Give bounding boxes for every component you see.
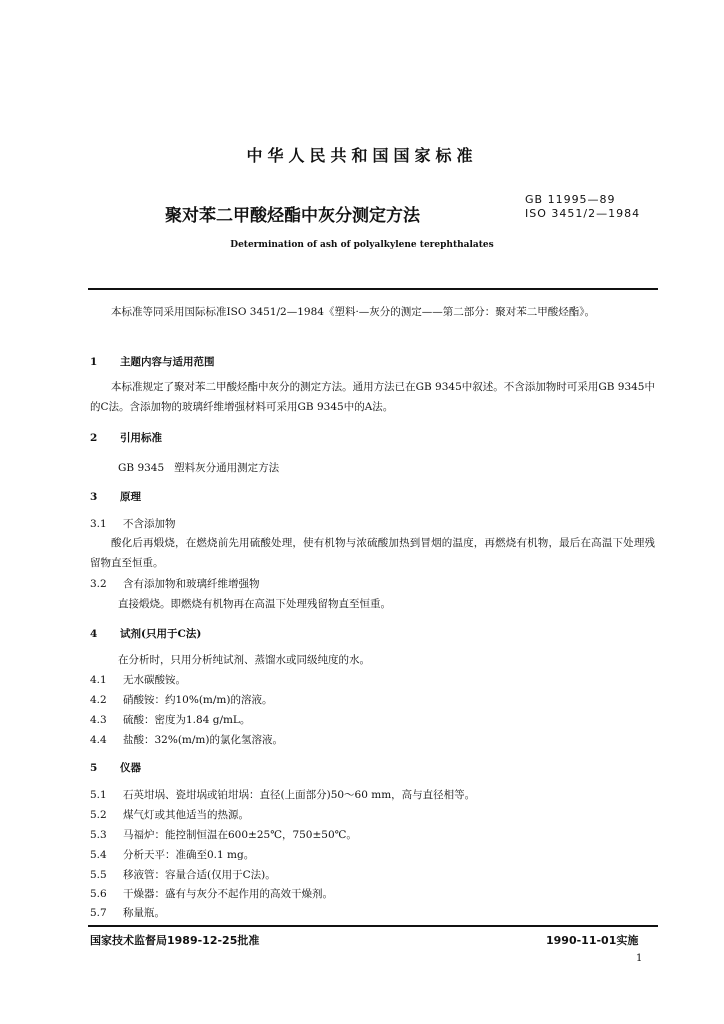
section-number: 2 — [90, 432, 98, 444]
section-title: 主题内容与适用范围 — [120, 356, 215, 368]
item-number: 5.3 — [90, 829, 107, 841]
reference-standard: GB 9345 塑料灰分通用测定方法 — [118, 462, 280, 474]
item-text: 无水碳酸铵。 — [123, 674, 186, 686]
intro-paragraph: 本标准等同采用国际标准ISO 3451/2—1984《塑料·—灰分的测定——第二部分：聚对苯二甲酸烃酯》。 — [111, 306, 596, 318]
gb-code: GB 11995—89 — [525, 193, 616, 206]
item-number: 4.3 — [90, 714, 107, 726]
item-number: 5.4 — [90, 849, 107, 861]
item-number: 5.5 — [90, 869, 107, 881]
section-3-heading — [90, 489, 141, 504]
list-item — [90, 732, 283, 747]
item-number: 4.1 — [90, 674, 107, 686]
subsection-3-2-body: 直接煅烧。即燃烧有机物再在高温下处理残留物直至恒重。 — [118, 598, 391, 610]
item-text: 干燥器：盛有与灰分不起作用的高效干燥剂。 — [123, 888, 333, 900]
section-number: 4 — [90, 628, 98, 640]
list-item — [90, 867, 276, 882]
list-item — [90, 807, 249, 822]
section-title: 引用标准 — [120, 432, 162, 444]
section-title: 原理 — [120, 491, 141, 503]
standard-title: 中华人民共和国国家标准 — [246, 146, 478, 165]
approval-date: 国家技术监督局1989-12-25批准 — [90, 934, 260, 947]
section-4-body: 在分析时，只用分析纯试剂、蒸馏水或同级纯度的水。 — [118, 654, 370, 666]
section-5-heading — [90, 760, 141, 775]
section-title: 仪器 — [120, 762, 141, 774]
item-number: 5.1 — [90, 789, 107, 801]
item-text: 移液管：容量合适(仅用于C法)。 — [123, 869, 276, 881]
item-text: 硫酸：密度为1.84 g/mL。 — [123, 714, 251, 726]
item-number: 5.6 — [90, 888, 107, 900]
item-text: 硝酸铵：约10%(m/m)的溶液。 — [123, 694, 273, 706]
section-1-body: 本标准规定了聚对苯二甲酸烃酯中灰分的测定方法。通用方法已在GB 9345中叙述。不含添加物时可采用GB 9345中的C法。含添加物的玻璃纤维增强材料可采用GB 9345中的A法。 — [90, 381, 655, 413]
list-item — [90, 827, 357, 842]
item-text: 分析天平：准确至0.1 mg。 — [123, 849, 255, 861]
item-text: 称量瓶。 — [123, 907, 165, 919]
section-number: 3 — [90, 491, 98, 503]
item-number: 4.4 — [90, 734, 107, 746]
item-number: 5.2 — [90, 809, 107, 821]
effective-date: 1990-11-01实施 — [546, 934, 639, 947]
item-number: 5.7 — [90, 907, 107, 919]
item-number: 4.2 — [90, 694, 107, 706]
footer-divider — [88, 925, 658, 927]
list-item — [90, 692, 272, 707]
subsection-number: 3.1 — [90, 518, 107, 530]
subsection-title: 含有添加物和玻璃纤维增强物 — [123, 578, 260, 590]
subsection-3-2-heading — [90, 576, 260, 591]
item-text: 煤气灯或其他适当的热源。 — [123, 809, 249, 821]
header-divider — [88, 288, 658, 290]
list-item — [90, 847, 254, 862]
section-number: 1 — [90, 356, 98, 368]
iso-code: ISO 3451/2—1984 — [525, 207, 641, 220]
item-text: 石英坩埚、瓷坩埚或铂坩埚：直径(上面部分)50～60 mm，高与直径相等。 — [123, 789, 476, 801]
list-item — [90, 712, 250, 727]
subsection-3-1-heading — [90, 516, 176, 531]
section-title: 试剂(只用于C法) — [120, 628, 202, 640]
item-text: 盐酸：32%(m/m)的氯化氢溶液。 — [123, 734, 283, 746]
english-title: Determination of ash of polyalkylene terephthalates — [230, 240, 494, 250]
section-1-heading — [90, 354, 215, 369]
list-item — [90, 787, 475, 802]
list-item — [90, 672, 186, 687]
page-number: 1 — [636, 953, 643, 964]
subsection-3-1-body: 酸化后再煅烧，在燃烧前先用硫酸处理，使有机物与浓硫酸加热到冒烟的温度，再燃烧有机物，最后在高温下处理残留物直至恒重。 — [90, 537, 655, 569]
document-title: 聚对苯二甲酸烃酯中灰分测定方法 — [165, 206, 420, 226]
subsection-title: 不含添加物 — [123, 518, 176, 530]
list-item — [90, 886, 333, 901]
item-text: 马福炉：能控制恒温在600±25℃，750±50℃。 — [123, 829, 357, 841]
list-item — [90, 905, 165, 920]
subsection-number: 3.2 — [90, 578, 107, 590]
section-2-heading — [90, 430, 162, 445]
section-number: 5 — [90, 762, 98, 774]
section-4-heading — [90, 626, 201, 641]
